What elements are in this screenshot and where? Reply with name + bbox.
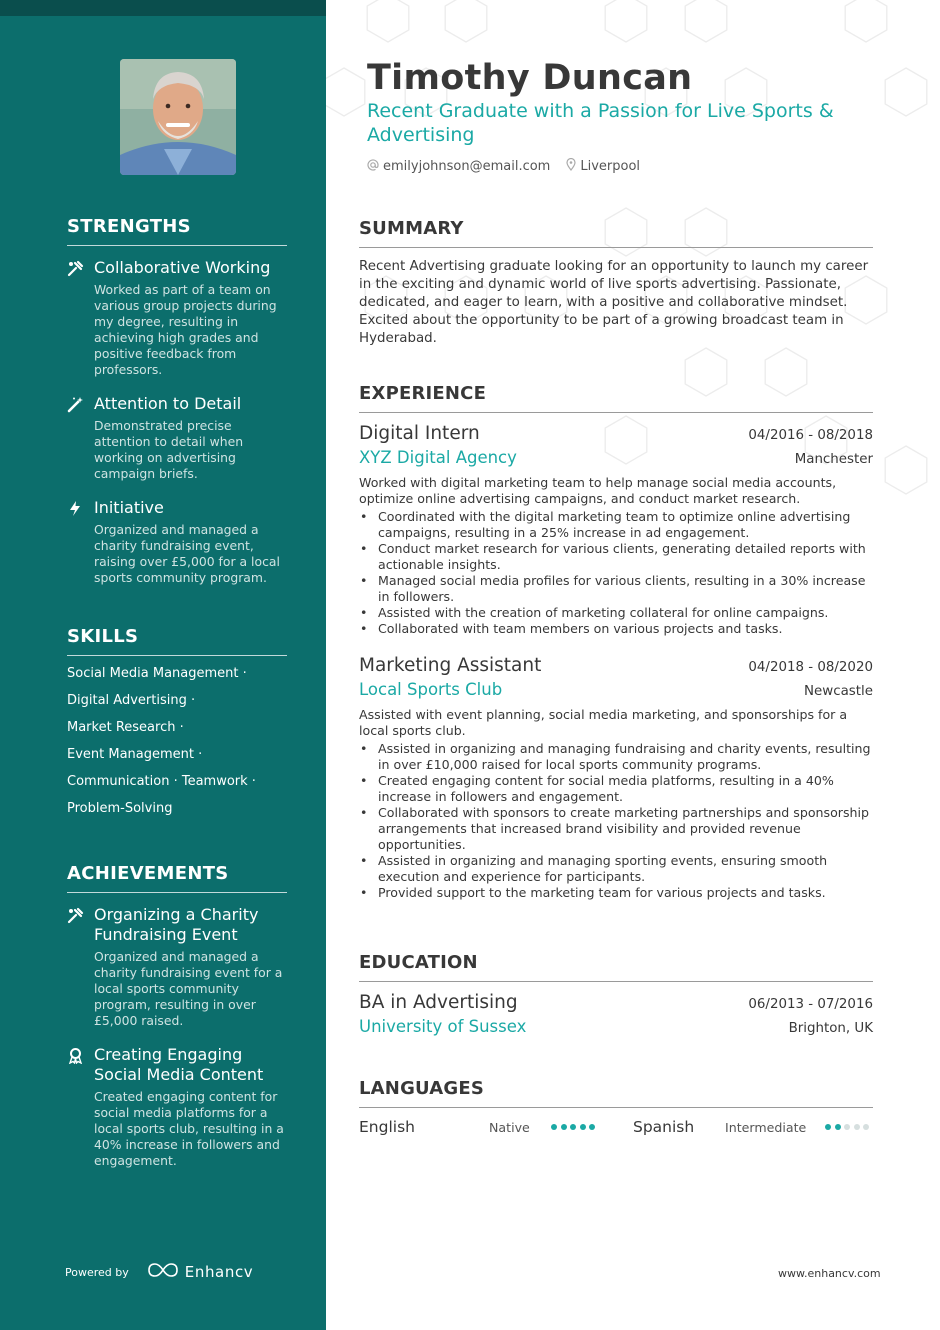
tools-icon (67, 258, 94, 378)
rating-dot (561, 1124, 567, 1130)
language-item (359, 1118, 633, 1136)
hexagon-shape (685, 0, 727, 42)
job-bullet: • Assisted in organizing and managing sporting events, ensuring smooth execution and experience for participants. (359, 853, 873, 885)
skill-tag-line: Digital Advertising · (67, 693, 196, 708)
magic-wand-icon (67, 394, 94, 482)
at-sign-icon (367, 159, 383, 175)
job-title: Marketing Assistant (359, 655, 542, 676)
language-name: English (359, 1118, 415, 1136)
location-text: Liverpool (580, 159, 641, 174)
language-rating (551, 1124, 599, 1130)
strength-title: Collaborative Working (94, 258, 271, 277)
strengths-section (67, 216, 287, 602)
rating-dot (854, 1124, 860, 1130)
rating-dot (580, 1124, 586, 1130)
hexagon-shape (326, 68, 365, 116)
hexagon-shape (367, 0, 409, 42)
job-bullet: • Collaborated with team members on various projects and tasks. (359, 621, 873, 637)
strength-title: Attention to Detail (94, 394, 242, 413)
job-title: Digital Intern (359, 423, 480, 444)
email-text: emilyjohnson@email.com (383, 159, 551, 174)
strength-description: Organized and managed a charity fundraising event, raising over £5,000 for a local sports community program. (94, 522, 280, 585)
contact-info (367, 158, 656, 175)
achievement-item (67, 905, 287, 1029)
enhancv-logo-icon (147, 1262, 179, 1282)
hexagon-shape (445, 0, 487, 42)
degree: BA in Advertising (359, 992, 518, 1013)
education-dates: 06/2013 - 07/2016 (748, 997, 873, 1012)
achievement-item (67, 1045, 287, 1169)
languages-section (359, 1078, 873, 1136)
achievements-title: ACHIEVEMENTS (67, 863, 287, 893)
school-location: Brighton, UK (788, 1021, 873, 1036)
achievement-title: Organizing a Charity Fundraising Event (94, 905, 259, 944)
hexagon-shape (885, 68, 927, 116)
rating-dot (825, 1124, 831, 1130)
job-entry (359, 655, 873, 901)
achievement-description: Created engaging content for social media platforms for a local sports club, resulting in a 40% increase in followers and engagement. (94, 1089, 284, 1168)
job-company: Local Sports Club (359, 680, 503, 699)
award-ribbon-icon (67, 1045, 94, 1169)
strength-item (67, 394, 287, 482)
candidate-name: Timothy Duncan (367, 58, 693, 98)
skills-title: SKILLS (67, 626, 287, 656)
job-dates: 04/2016 - 08/2018 (748, 428, 873, 443)
strength-item (67, 498, 287, 586)
rating-dot (570, 1124, 576, 1130)
job-entry (359, 423, 873, 637)
experience-section (359, 383, 873, 901)
job-description: Worked with digital marketing team to help manage social media accounts, optimize online advertising campaigns, and conduct market research. (359, 475, 837, 506)
experience-title: EXPERIENCE (359, 383, 873, 413)
skills-section (67, 626, 287, 822)
enhancv-brand-name: Enhancv (184, 1263, 254, 1281)
languages-title: LANGUAGES (359, 1078, 873, 1108)
language-rating (825, 1124, 873, 1130)
sidebar-top-bar (0, 0, 326, 16)
job-bullet: • Managed social media profiles for various clients, resulting in a 30% increase in followers. (359, 573, 873, 605)
summary-section (359, 218, 873, 348)
hexagon-shape (885, 446, 927, 494)
job-bullet: • Created engaging content for social media platforms, resulting in a 40% increase in followers and engagement. (359, 773, 873, 805)
job-location: Newcastle (804, 684, 873, 699)
job-description: Assisted with event planning, social media marketing, and sponsorships for a local sports club. (359, 707, 848, 738)
summary-text: Recent Advertising graduate looking for an opportunity to launch my career in the exciting and dynamic world of live sports advertising. Passionate, dedicated, and eager to learn, with a positive and collaborative mindset. Excited about the opportunity to be part of a growing broadcast team in Hyderabad. (359, 259, 869, 346)
tools-icon (67, 905, 94, 1029)
hexagon-shape (605, 0, 647, 42)
summary-title: SUMMARY (359, 218, 873, 248)
job-bullets (359, 509, 873, 637)
job-bullets (359, 741, 873, 901)
candidate-headline: Recent Graduate with a Passion for Live Sports & Advertising (367, 100, 834, 146)
strengths-title: STRENGTHS (67, 216, 287, 246)
rating-dot (844, 1124, 850, 1130)
education-entry (359, 992, 873, 1036)
lightning-icon (67, 498, 94, 586)
rating-dot (863, 1124, 869, 1130)
powered-by (65, 1262, 253, 1282)
school-name: University of Sussex (359, 1017, 527, 1036)
language-item (633, 1118, 873, 1136)
job-bullet: • Collaborated with sponsors to create marketing partnerships and sponsorship arrangements that increased brand visibility and provided revenue opportunities. (359, 805, 873, 853)
hexagon-shape (845, 0, 887, 42)
job-company: XYZ Digital Agency (359, 448, 517, 467)
enhancv-website-link[interactable]: www.enhancv.com (778, 1267, 881, 1280)
profile-photo (120, 59, 236, 175)
education-section (359, 952, 873, 1036)
strength-title: Initiative (94, 498, 164, 517)
skill-tag-line: Market Research · (67, 720, 184, 735)
powered-by-label: Powered by (65, 1265, 129, 1279)
strength-item (67, 258, 287, 378)
achievements-section (67, 863, 287, 1185)
language-level: Native (489, 1119, 530, 1135)
achievement-title: Creating Engaging Social Media Content (94, 1045, 264, 1084)
location-pin-icon (566, 158, 580, 175)
job-location: Manchester (794, 452, 873, 467)
job-bullet: • Assisted with the creation of marketing collateral for online campaigns. (359, 605, 873, 621)
rating-dot (551, 1124, 557, 1130)
skill-tag-line: Problem-Solving (67, 801, 173, 816)
strength-description: Worked as part of a team on various group projects during my degree, resulting in achieving high grades and positive feedback from professors. (94, 282, 277, 377)
rating-dot (589, 1124, 595, 1130)
sidebar (0, 0, 326, 1330)
education-title: EDUCATION (359, 952, 873, 982)
skill-tag-line: Social Media Management · (67, 666, 247, 681)
language-name: Spanish (633, 1118, 695, 1136)
language-level: Intermediate (725, 1119, 807, 1135)
rating-dot (835, 1124, 841, 1130)
location-contact (566, 158, 640, 175)
job-bullet: • Provided support to the marketing team for various projects and tasks. (359, 885, 873, 901)
achievement-description: Organized and managed a charity fundraising event for a local sports community program, resulting in over £5,000 raised. (94, 949, 283, 1028)
job-bullet: • Coordinated with the digital marketing team to optimize online advertising campaigns, resulting in a 25% increase in ad engagement. (359, 509, 873, 541)
job-bullet: • Assisted in organizing and managing fundraising and charity events, resulting in over £10,000 raised for local sports community programs. (359, 741, 873, 773)
skill-tag-line: Communication · Teamwork · (67, 774, 256, 789)
job-bullet: • Conduct market research for various clients, generating detailed reports with actionable insights. (359, 541, 873, 573)
skill-tag-line: Event Management · (67, 747, 203, 762)
strength-description: Demonstrated precise attention to detail when working on advertising campaign briefs. (94, 418, 244, 481)
job-dates: 04/2018 - 08/2020 (748, 660, 873, 675)
email-contact[interactable] (367, 159, 550, 175)
